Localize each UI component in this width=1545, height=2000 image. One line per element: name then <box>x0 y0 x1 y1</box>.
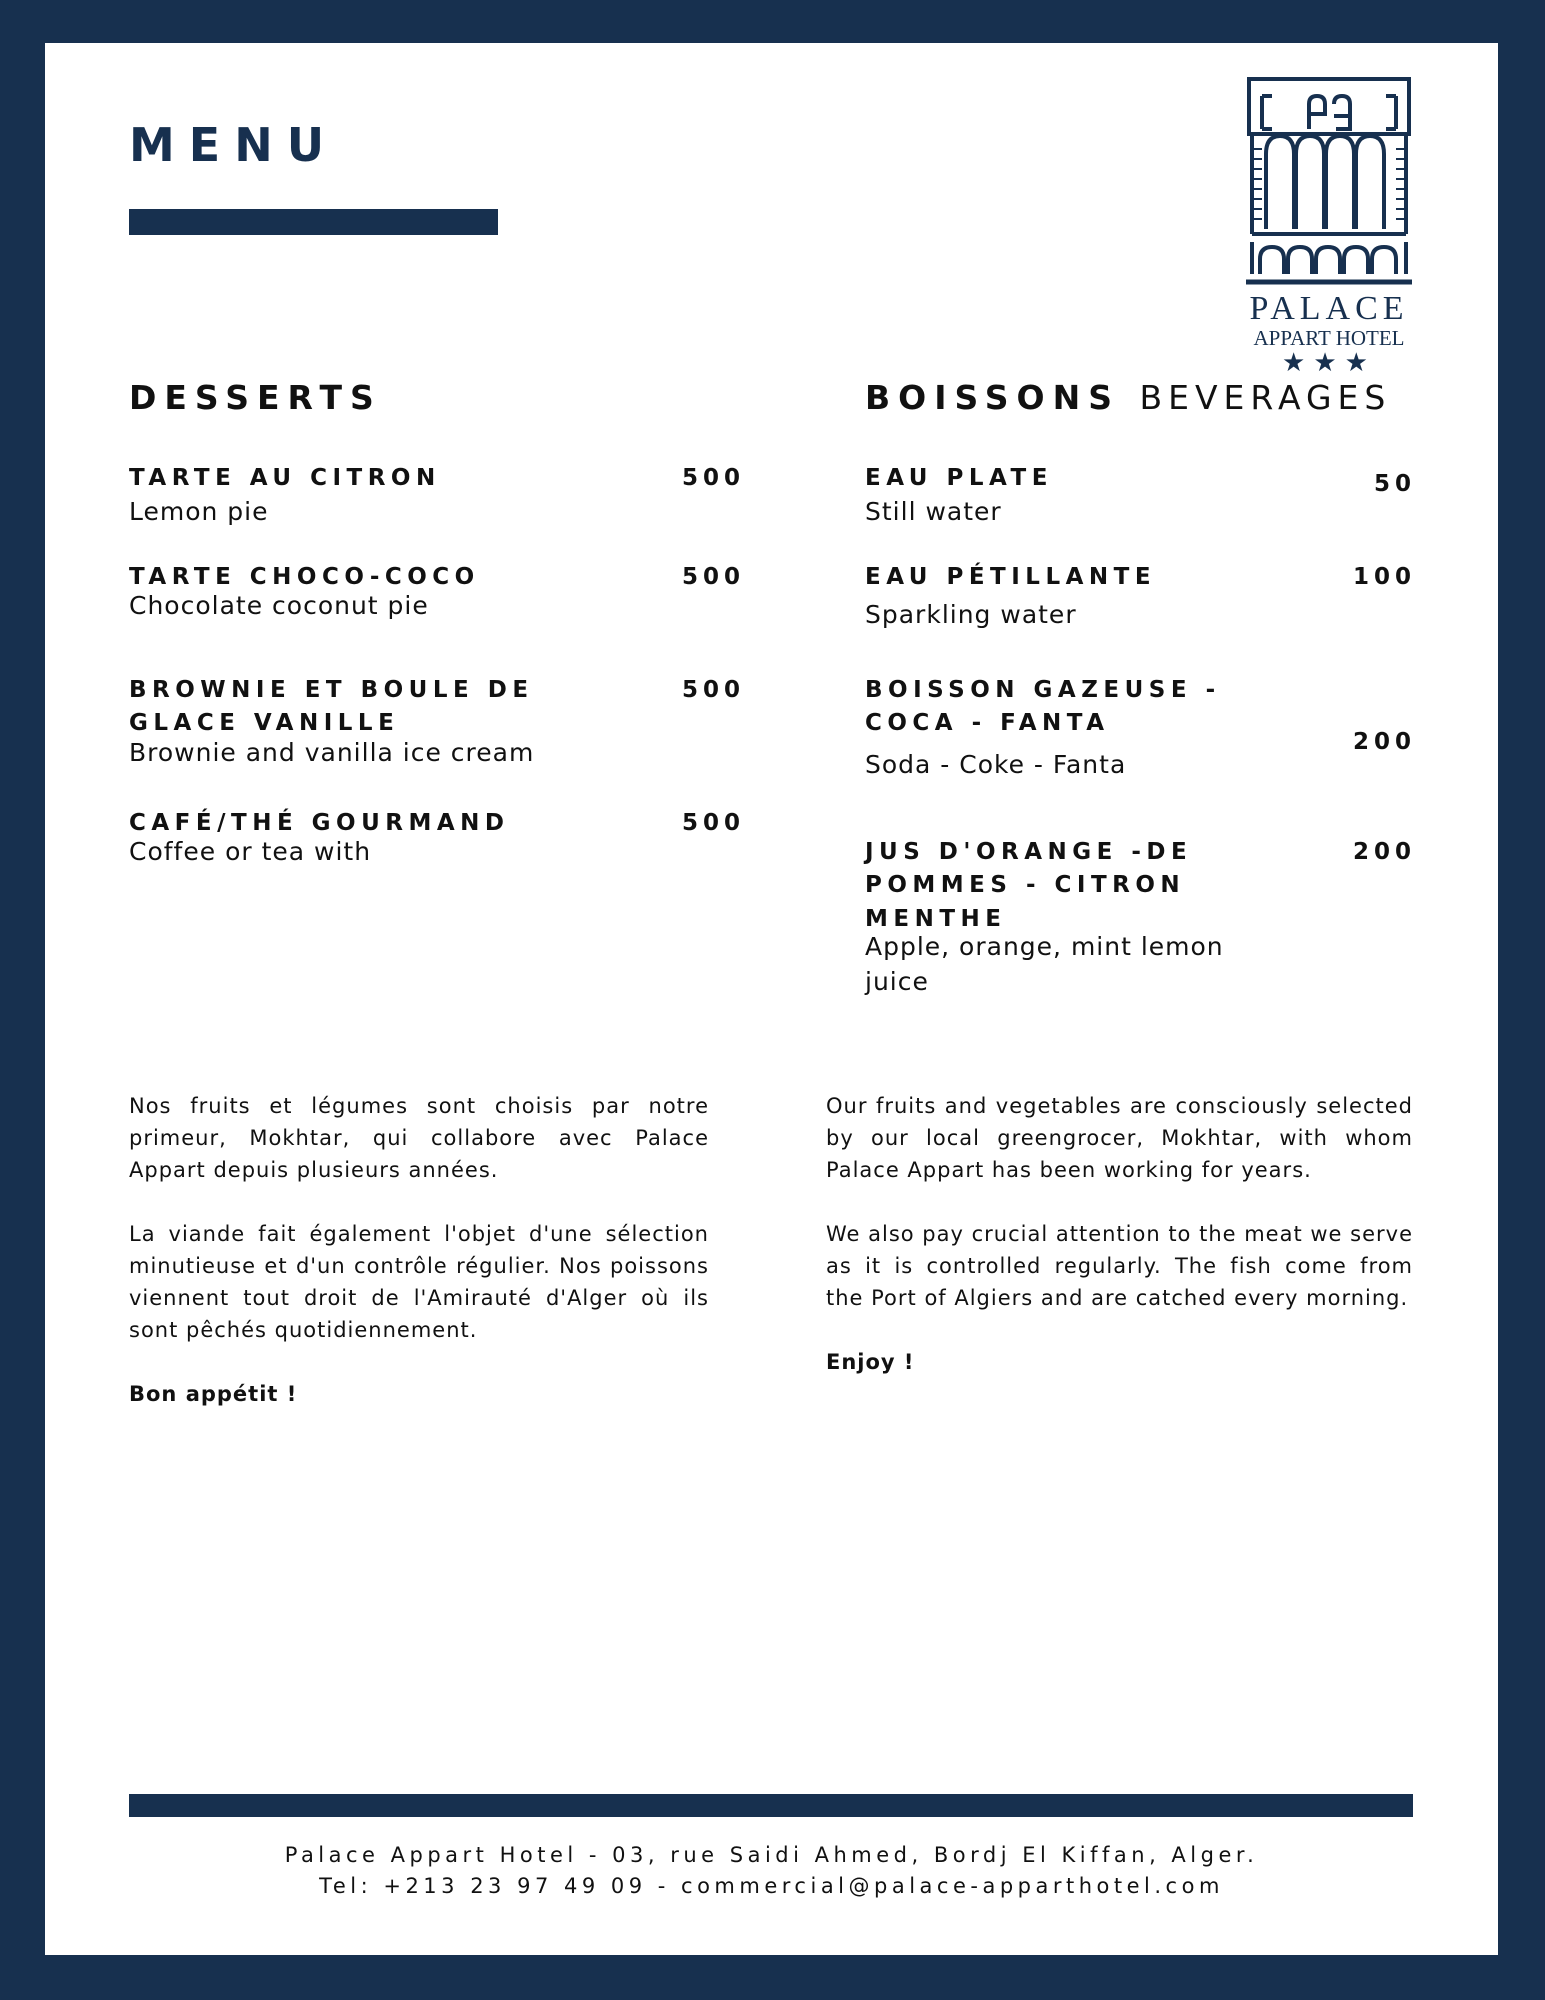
item-price: 500 <box>681 677 745 703</box>
item-description: Chocolate coconut pie <box>129 591 429 620</box>
logo-subtitle: APPART HOTEL <box>1253 326 1405 350</box>
item-price: 500 <box>681 810 745 836</box>
title-underline-bar <box>129 209 498 235</box>
footer-bar <box>129 1794 1413 1817</box>
item-name: POMMES - CITRON <box>865 872 1186 898</box>
item-description: Lemon pie <box>129 497 269 526</box>
item-name: TARTE AU CITRON <box>129 465 441 491</box>
item-name: COCA - FANTA <box>865 710 1110 736</box>
beverages-heading-en: BEVERAGES <box>1139 378 1392 417</box>
item-name: TARTE CHOCO-COCO <box>129 564 480 590</box>
item-name: CAFÉ/THÉ GOURMAND <box>129 810 510 836</box>
logo-name: PALACE <box>1249 290 1409 327</box>
desserts-heading: DESSERTS <box>129 378 382 417</box>
item-name: GLACE VANILLE <box>129 710 400 736</box>
building-icon <box>1244 74 1414 289</box>
item-price: 200 <box>1352 729 1416 755</box>
item-description: Coffee or tea with <box>129 837 372 866</box>
item-price: 50 <box>1373 471 1416 497</box>
beverages-heading <box>865 378 1391 418</box>
item-price: 200 <box>1352 839 1416 865</box>
footer-address: Palace Appart Hotel - 03, rue Saidi Ahmed, Bordj El Kiffan, Alger. <box>284 1843 1259 1867</box>
note-closing: Enjoy ! <box>826 1350 915 1374</box>
item-description: Apple, orange, mint lemon <box>865 932 1224 961</box>
hotel-logo <box>1244 74 1414 377</box>
item-name: BOISSON GAZEUSE - <box>865 677 1221 703</box>
item-price: 100 <box>1352 564 1416 590</box>
note-paragraph: La viande fait également l'objet d'une sélection minutieuse et d'un contrôle régulier. Nos poissons viennent tout droit de l'Amirauté d'Alger où ils sont pêchés quotidiennement. <box>129 1222 709 1342</box>
item-name: MENTHE <box>865 906 1007 932</box>
item-name: JUS D'ORANGE -DE <box>865 839 1193 865</box>
note-paragraph: Our fruits and vegetables are consciously selected by our local greengrocer, Mokhtar, with whom Palace Appart has been working for years. <box>826 1094 1413 1182</box>
menu-page <box>45 43 1498 1955</box>
note-paragraph: We also pay crucial attention to the meat we serve as it is controlled regularly. The fish come from the Port of Algiers and are catched every morning. <box>826 1222 1413 1310</box>
item-price: 500 <box>681 564 745 590</box>
beverages-heading-fr: BOISSONS <box>865 378 1120 417</box>
item-name: EAU PLATE <box>865 465 1053 491</box>
notes-french <box>129 1090 709 1442</box>
item-description: Brownie and vanilla ice cream <box>129 738 535 767</box>
note-closing: Bon appétit ! <box>129 1382 298 1406</box>
logo-stars: ★★★ <box>1282 348 1376 377</box>
footer-contact: Tel: +213 23 97 49 09 - commercial@palace-apparthotel.com <box>319 1874 1224 1898</box>
item-description: Soda - Coke - Fanta <box>865 750 1127 779</box>
page-title: MENU <box>129 118 339 172</box>
item-description: juice <box>865 967 929 996</box>
item-name: EAU PÉTILLANTE <box>865 564 1157 590</box>
item-price: 500 <box>681 465 745 491</box>
item-description: Still water <box>865 497 1002 526</box>
note-paragraph: Nos fruits et légumes sont choisis par notre primeur, Mokhtar, qui collabore avec Palace Appart depuis plusieurs années. <box>129 1094 709 1182</box>
item-description: Sparkling water <box>865 600 1077 629</box>
item-name: BROWNIE ET BOULE DE <box>129 677 534 703</box>
notes-english <box>826 1090 1413 1410</box>
